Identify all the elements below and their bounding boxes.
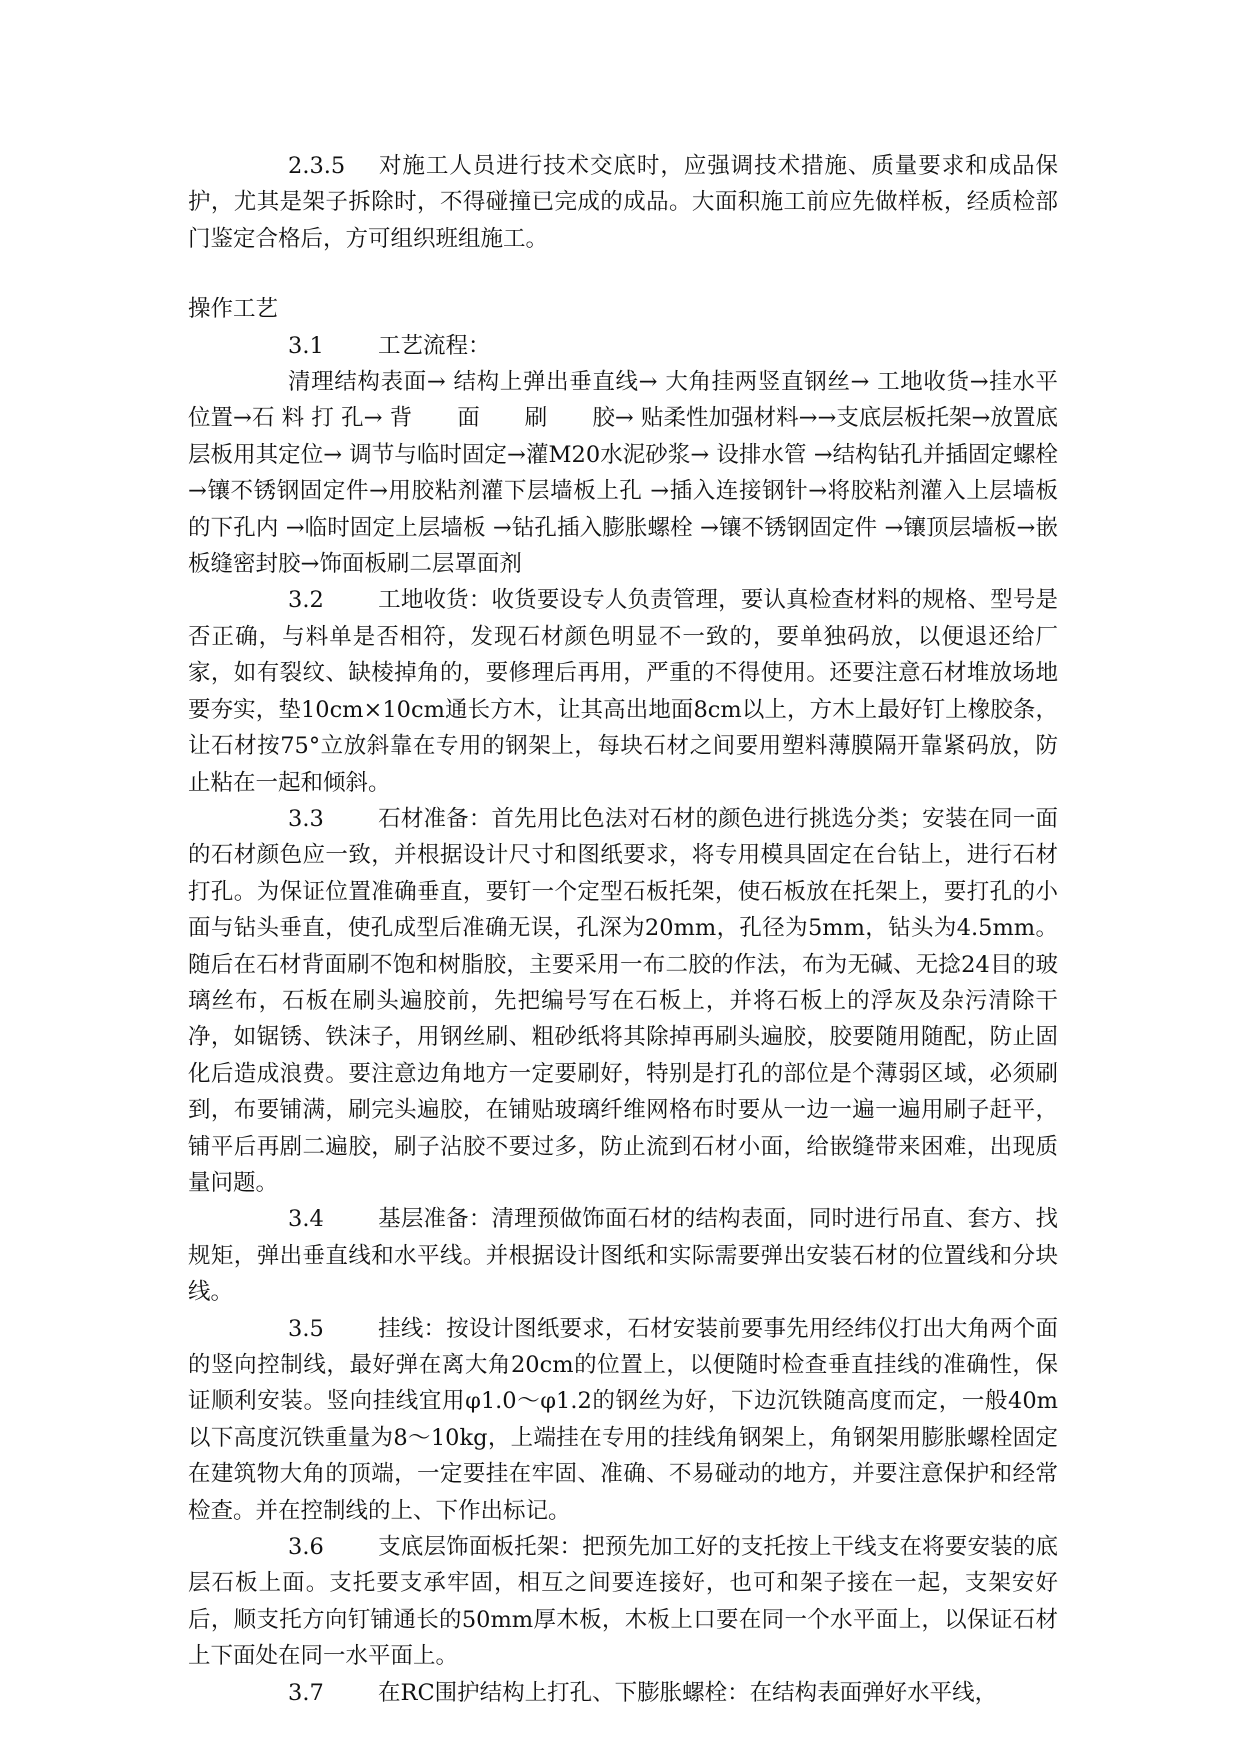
paragraph-2-3-5 <box>188 148 1058 257</box>
paragraph-3-3 <box>188 801 1058 1201</box>
section-number: 3.3 <box>288 805 324 832</box>
section-heading: 操作工艺 <box>188 296 279 323</box>
section-number: 2.3.5 <box>288 153 346 179</box>
section-number: 3.5 <box>288 1315 324 1342</box>
paragraph-text: 石材准备：首先用比色法对石材的颜色进行挑选分类；安装在同一面的石材颜色应一致，并根据设计尺寸和图纸要求，将专用模具固定在台钻上，进行石材打孔。为保证位置准确垂直，要钉一个定型石板托架，使石板放在托架上，要打孔的小面与钻头垂直，使孔成型后准确无误，孔深为20mm，孔径为5mm，钻头为4.5mm。随后在石材背面刷不饱和树脂胶，主要采用一布二胶的作法，布为无碱、无捻24目的玻璃丝布，石板在刷头遍胶前，先把编号写在石板上，并将石板上的浮灰及杂污清除干净，如锯锈、铁沫子，用钢丝刷、粗砂纸将其除掉再刷头遍胶，胶要随用随配，防止固化后造成浪费。要注意边角地方一定要刷好，特别是打孔的部位是个薄弱区域，必须刷到，布要铺满，刷完头遍胶，在铺贴玻璃纤维网格布时要从一边一遍一遍用刷子赶平，铺平后再剧二遍胶，刷子沾胶不要过多，防止流到石材小面，给嵌缝带来困难，出现质量问题。 <box>188 805 1058 1196</box>
paragraph-3-5 <box>188 1311 1058 1529</box>
paragraph-3-4 <box>188 1201 1058 1310</box>
paragraph-3-7 <box>188 1675 1058 1711</box>
paragraph-text: 工艺流程： <box>378 332 491 359</box>
section-number: 3.2 <box>288 587 324 614</box>
paragraph-text: 工地收货：收货要设专人负责管理，要认真检查材料的规格、型号是否正确，与料单是否相符，发现石材颜色明显不一致的，要单独码放，以便退还给厂家，如有裂纹、缺棱掉角的，要修理后再用，严重的不得使用。还要注意石材堆放场地要夯实，垫10cm×10cm通长方木，让其高出地面8cm以上，方木上最好钉上橡胶条，让石材按75°立放斜靠在专用的钢架上，每块石材之间要用塑料薄膜隔开靠紧码放，防止粘在一起和倾斜。 <box>188 587 1058 796</box>
section-number: 3.4 <box>288 1206 324 1233</box>
section-number: 3.1 <box>288 332 324 359</box>
paragraph-text: 挂线：按设计图纸要求，石材安装前要事先用经纬仪打出大角两个面的竖向控制线，最好弹在离大角20cm的位置上，以便随时检查垂直挂线的准确性，保证顺利安装。竖向挂线宜用φ1.0～φ1.2的钢丝为好，下边沉铁随高度而定，一般40m以下高度沉铁重量为8～10kg，上端挂在专用的挂线角钢架上，角钢架用膨胀螺栓固定在建筑物大角的顶端，一定要挂在牢固、准确、不易碰动的地方，并要注意保护和经常检查。并在控制线的上、下作出标记。 <box>188 1315 1058 1524</box>
paragraph-text: 在RC围护结构上打孔、下膨胀螺栓：在结构表面弹好水平线， <box>378 1679 998 1706</box>
paragraph-text: 对施工人员进行技术交底时，应强调技术措施、质量要求和成品保护，尤其是架子拆除时，不得碰撞已完成的成品。大面积施工前应先做样板，经质检部门鉴定合格后，方可组织班组施工。 <box>188 153 1058 252</box>
paragraph-3-6 <box>188 1529 1058 1675</box>
paragraph-3-1 <box>188 328 1058 364</box>
paragraph-3-2 <box>188 582 1058 800</box>
section-number: 3.6 <box>288 1534 324 1561</box>
paragraph-text: 支底层饰面板托架：把预先加工好的支托按上干线支在将要安装的底层石板上面。支托要支承牢固，相互之间要连接好，也可和架子接在一起，支架安好后，顺支托方向钉铺通长的50mm厚木板，木板上口要在同一个水平面上，以保证石材上下面处在同一水平面上。 <box>188 1534 1058 1670</box>
process-flow: 清理结构表面→ 结构上弹出垂直线→ 大角挂两竖直钢丝→ 工地收货→挂水平位置→石 料 打 孔→ 背 面 刷 胶→ 贴柔性加强材料→→支底层板托架→放置底层板用其定位→ 调节与临时固定→灌M20水泥砂浆→ 设排水管 →结构钻孔并插固定螺栓→镶不锈钢固定件→用胶粘剂灌下层墙板上孔 →插入连接钢针→将胶粘剂灌入上层墙板的下孔内 →临时固定上层墙板 →钻孔插入膨胀螺栓 →镶不锈钢固定件 →镶顶层墙板→嵌板缝密封胶→饰面板刷二层罩面剂 <box>188 369 1058 578</box>
section-number: 3.7 <box>288 1679 324 1706</box>
paragraph-text: 基层准备：清理预做饰面石材的结构表面，同时进行吊直、套方、找规矩，弹出垂直线和水平线。并根据设计图纸和实际需要弹出安装石材的位置线和分块线。 <box>188 1206 1058 1306</box>
document-page <box>188 148 1058 1711</box>
